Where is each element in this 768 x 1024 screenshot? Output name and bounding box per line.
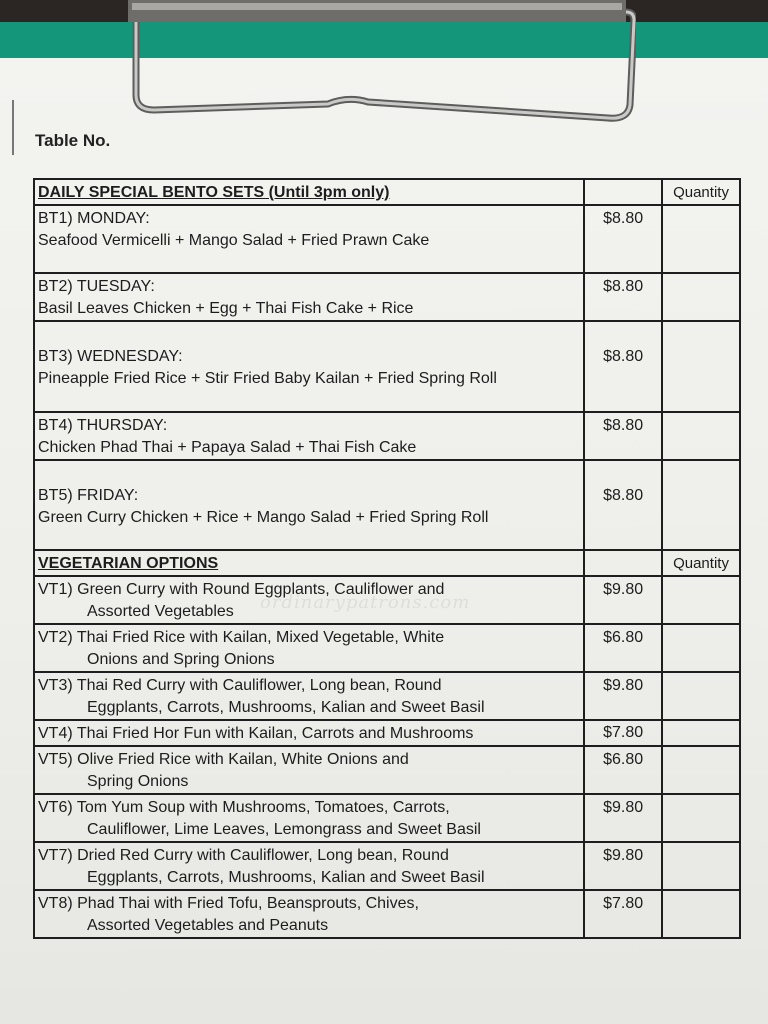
bento-price: $8.80 — [584, 273, 662, 321]
vegetarian-item-cell: VT8) Phad Thai with Fried Tofu, Beansprouts, Chives, Assorted Vegetables and Peanuts — [34, 890, 584, 938]
vegetarian-item-cell: VT6) Tom Yum Soup with Mushrooms, Tomatoes, Carrots, Cauliflower, Lime Leaves, Lemongrass and Sweet Basil — [34, 794, 584, 842]
vegetarian-price: $9.80 — [584, 794, 662, 842]
quantity-cell[interactable] — [662, 794, 740, 842]
bento-item-cell: BT4) THURSDAY: Chicken Phad Thai + Papaya Salad + Thai Fish Cake — [34, 412, 584, 460]
vegetarian-section-title: VEGETARIAN OPTIONS — [34, 550, 584, 576]
vegetarian-item-cell: VT5) Olive Fried Rice with Kailan, White Onions and Spring Onions — [34, 746, 584, 794]
quantity-cell[interactable] — [662, 576, 740, 624]
quantity-cell[interactable] — [662, 624, 740, 672]
menu-table — [33, 178, 741, 939]
vegetarian-quantity-header: Quantity — [662, 550, 740, 576]
vegetarian-row — [34, 672, 740, 720]
bento-row — [34, 412, 740, 460]
quantity-cell[interactable] — [662, 273, 740, 321]
vegetarian-row — [34, 890, 740, 938]
bento-price: $8.80 — [584, 321, 662, 412]
vegetarian-item-cell: VT3) Thai Red Curry with Cauliflower, Long bean, Round Eggplants, Carrots, Mushrooms, Kalian and Sweet Basil — [34, 672, 584, 720]
watermark: ordinarypatrons.com — [260, 592, 471, 613]
bento-item-cell: BT1) MONDAY: Seafood Vermicelli + Mango Salad + Fried Prawn Cake — [34, 205, 584, 273]
bento-item-cell: BT2) TUESDAY: Basil Leaves Chicken + Egg + Thai Fish Cake + Rice — [34, 273, 584, 321]
vegetarian-price: $9.80 — [584, 842, 662, 890]
bento-price-header — [584, 179, 662, 205]
quantity-cell[interactable] — [662, 321, 740, 412]
quantity-cell[interactable] — [662, 890, 740, 938]
vegetarian-item-cell: VT4) Thai Fried Hor Fun with Kailan, Carrots and Mushrooms — [34, 720, 584, 746]
bento-row — [34, 321, 740, 412]
vegetarian-price: $9.80 — [584, 672, 662, 720]
bento-price: $8.80 — [584, 412, 662, 460]
vegetarian-price: $7.80 — [584, 890, 662, 938]
vegetarian-price: $7.80 — [584, 720, 662, 746]
vegetarian-row — [34, 576, 740, 624]
vegetarian-header-row — [34, 550, 740, 576]
quantity-cell[interactable] — [662, 205, 740, 273]
bento-item-cell: BT3) WEDNESDAY: Pineapple Fried Rice + Stir Fried Baby Kailan + Fried Spring Roll — [34, 321, 584, 412]
bento-quantity-header: Quantity — [662, 179, 740, 205]
quantity-cell[interactable] — [662, 720, 740, 746]
vegetarian-price: $9.80 — [584, 576, 662, 624]
vegetarian-row — [34, 842, 740, 890]
vegetarian-row — [34, 720, 740, 746]
vegetarian-row — [34, 624, 740, 672]
bento-section-title: DAILY SPECIAL BENTO SETS (Until 3pm only) — [34, 179, 584, 205]
bento-price: $8.80 — [584, 460, 662, 550]
bento-header-row — [34, 179, 740, 205]
vegetarian-item-cell: VT7) Dried Red Curry with Cauliflower, Long bean, Round Eggplants, Carrots, Mushrooms, Kalian and Sweet Basil — [34, 842, 584, 890]
vegetarian-item-cell: VT2) Thai Fried Rice with Kailan, Mixed Vegetable, White Onions and Spring Onions — [34, 624, 584, 672]
bento-row — [34, 273, 740, 321]
quantity-cell[interactable] — [662, 672, 740, 720]
quantity-cell[interactable] — [662, 460, 740, 550]
vegetarian-price-header — [584, 550, 662, 576]
vegetarian-row — [34, 794, 740, 842]
table-number-label: Table No. — [35, 131, 111, 150]
quantity-cell[interactable] — [662, 746, 740, 794]
quantity-cell[interactable] — [662, 842, 740, 890]
bento-row — [34, 205, 740, 273]
bento-price: $8.80 — [584, 205, 662, 273]
vegetarian-price: $6.80 — [584, 746, 662, 794]
paper-edge-mark — [4, 100, 14, 155]
quantity-cell[interactable] — [662, 412, 740, 460]
vegetarian-row — [34, 746, 740, 794]
vegetarian-price: $6.80 — [584, 624, 662, 672]
clipboard-clip — [128, 0, 636, 132]
vegetarian-item-cell: VT1) Green Curry with Round Eggplants, Cauliflower and Assorted Vegetables — [34, 576, 584, 624]
bento-item-cell: BT5) FRIDAY: Green Curry Chicken + Rice + Mango Salad + Fried Spring Roll — [34, 460, 584, 550]
bento-row — [34, 460, 740, 550]
